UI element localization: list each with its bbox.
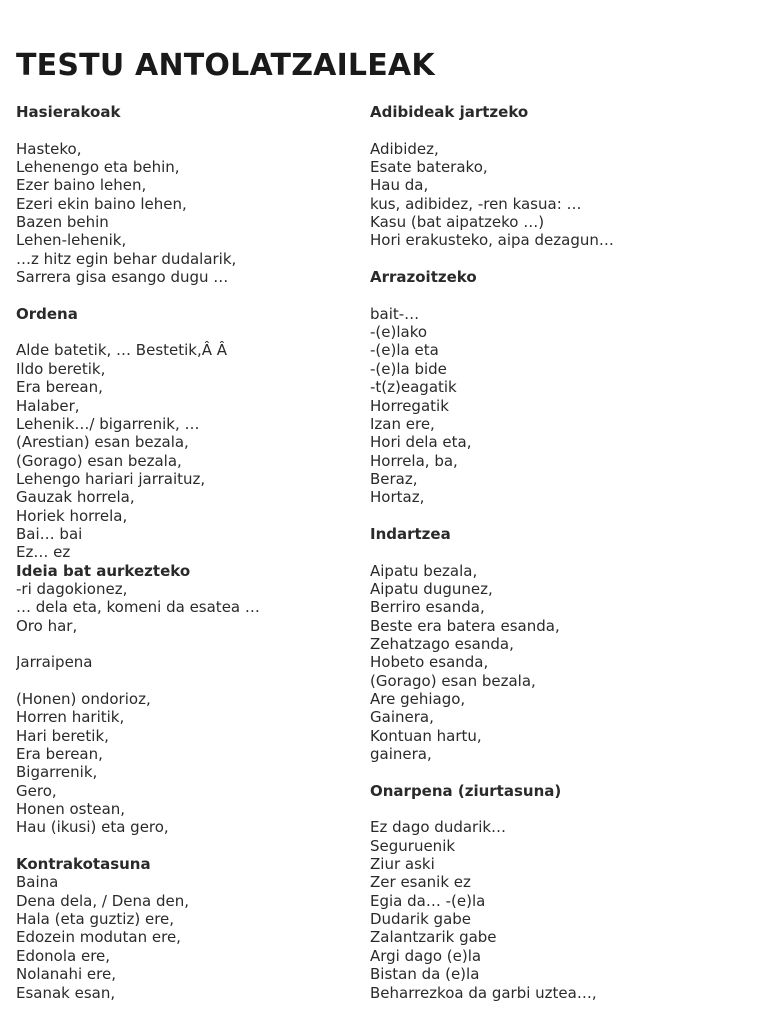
- text-line: Zalantzarik gabe: [370, 928, 497, 947]
- text-line: Honen ostean,: [16, 800, 126, 819]
- text-line: -t(z)eagatik: [370, 378, 457, 397]
- blank-line: [16, 635, 356, 653]
- text-line: Hori erakusteko, aipa dezagun…: [370, 231, 614, 250]
- text-line: … dela eta, komeni da esatea …: [16, 598, 260, 617]
- left-column: [16, 103, 356, 1002]
- text-line: Era berean,: [16, 745, 103, 764]
- text-line: (Gorago) esan bezala,: [370, 671, 536, 690]
- text-line: Hau (ikusi) eta gero,: [16, 818, 169, 837]
- text-line: Esanak esan,: [16, 983, 116, 1002]
- text-line: (Arestian) esan bezala,: [16, 433, 189, 452]
- blank-line: [370, 763, 760, 781]
- text-line: Kontuan hartu,: [370, 726, 482, 745]
- text-line: Adibidez,: [370, 139, 439, 158]
- text-line: Bai… bai: [16, 524, 83, 543]
- text-line: bait-…: [370, 304, 420, 323]
- text-line: Hari beretik,: [16, 726, 109, 745]
- text-line: Bistan da (e)la: [370, 965, 480, 984]
- text-line: Beste era batera esanda,: [370, 616, 560, 635]
- blank-line: [16, 286, 356, 304]
- text-line: Hau da,: [370, 176, 429, 195]
- text-line: …z hitz egin behar dudalarik,: [16, 249, 237, 268]
- text-line: Lehen-lehenik,: [16, 231, 127, 250]
- blank-line: [370, 250, 760, 268]
- text-line: Hori dela eta,: [370, 433, 472, 452]
- section-heading: Hasierakoak: [16, 103, 121, 121]
- text-line: Gero,: [16, 781, 57, 800]
- text-line: Zer esanik ez: [370, 873, 471, 892]
- text-line: Horregatik: [370, 396, 449, 415]
- text-line: Argi dago (e)la: [370, 946, 482, 965]
- text-line: Hala (eta guztiz) ere,: [16, 910, 175, 929]
- text-line: Izan ere,: [370, 414, 435, 433]
- text-line: (Gorago) esan bezala,: [16, 451, 182, 470]
- text-line: Beharrezkoa da garbi uztea…,: [370, 983, 597, 1002]
- blank-line: [370, 543, 760, 561]
- text-line: Jarraipena: [16, 653, 93, 672]
- text-line: -(e)lako: [370, 323, 428, 342]
- blank-line: [16, 121, 356, 139]
- text-line: Aipatu dugunez,: [370, 579, 493, 598]
- text-line: Horrela, ba,: [370, 451, 458, 470]
- text-line: -(e)la eta: [370, 341, 439, 360]
- blank-line: [370, 800, 760, 818]
- blank-line: [370, 286, 760, 304]
- text-line: gainera,: [370, 745, 432, 764]
- text-line: Edozein modutan ere,: [16, 928, 181, 947]
- section-heading: Indartzea: [370, 524, 451, 543]
- text-line: Gauzak horrela,: [16, 488, 135, 507]
- section-heading: Ideia bat aurkezteko: [16, 561, 191, 580]
- text-line: -(e)la bide: [370, 359, 447, 378]
- text-line: Ildo beretik,: [16, 359, 106, 378]
- text-line: Horiek horrela,: [16, 506, 128, 525]
- text-line: Lehenengo eta behin,: [16, 158, 180, 177]
- text-line: Nolanahi ere,: [16, 965, 116, 984]
- text-line: Esate baterako,: [370, 158, 488, 177]
- blank-line: [16, 323, 356, 341]
- text-line: Edonola ere,: [16, 946, 111, 965]
- text-line: Era berean,: [16, 378, 103, 397]
- blank-line: [16, 837, 356, 855]
- section-heading: Ordena: [16, 304, 78, 323]
- text-line: Ezer baino lehen,: [16, 176, 147, 195]
- text-line: Egia da… -(e)la: [370, 891, 486, 910]
- text-line: Ziur aski: [370, 855, 435, 874]
- text-line: -ri dagokionez,: [16, 579, 128, 598]
- text-line: Oro har,: [16, 616, 78, 635]
- section-heading: Arrazoitzeko: [370, 268, 477, 287]
- text-line: Hortaz,: [370, 488, 425, 507]
- text-line: Ez dago dudarik…: [370, 818, 507, 837]
- text-line: Alde batetik, … Bestetik,Â Â: [16, 341, 228, 360]
- text-line: Lehenik…/ bigarrenik, …: [16, 414, 200, 433]
- text-line: Horren haritik,: [16, 708, 125, 727]
- text-line: Hobeto esanda,: [370, 653, 489, 672]
- text-line: Bazen behin: [16, 213, 109, 232]
- section-heading: Adibideak jartzeko: [370, 103, 529, 121]
- text-line: Ezeri ekin baino lehen,: [16, 194, 187, 213]
- text-line: Sarrera gisa esango dugu …: [16, 268, 229, 287]
- text-line: Dudarik gabe: [370, 910, 472, 929]
- section-heading: Onarpena (ziurtasuna): [370, 781, 562, 800]
- text-line: Zehatzago esanda,: [370, 634, 514, 653]
- text-line: Lehengo hariari jarraituz,: [16, 469, 206, 488]
- text-line: Bigarrenik,: [16, 763, 98, 782]
- text-line: Kasu (bat aipatzeko …): [370, 213, 545, 232]
- text-line: (Honen) ondorioz,: [16, 690, 151, 708]
- right-column: [370, 103, 760, 1002]
- blank-line: [370, 121, 760, 139]
- page-title: TESTU ANTOLATZAILEAK: [16, 48, 435, 83]
- text-line: Are gehiago,: [370, 690, 466, 708]
- text-line: Ez… ez: [16, 543, 71, 562]
- text-line: Hasteko,: [16, 139, 82, 158]
- text-line: Gainera,: [370, 708, 434, 727]
- text-line: Baina: [16, 873, 59, 892]
- text-line: kus, adibidez, -ren kasua: …: [370, 194, 582, 213]
- text-line: Berriro esanda,: [370, 598, 485, 617]
- text-line: Halaber,: [16, 396, 80, 415]
- text-line: Aipatu bezala,: [370, 561, 478, 580]
- blank-line: [370, 507, 760, 525]
- section-heading: Kontrakotasuna: [16, 855, 151, 874]
- text-line: Beraz,: [370, 469, 418, 488]
- text-line: Dena dela, / Dena den,: [16, 891, 189, 910]
- text-line: Seguruenik: [370, 836, 456, 855]
- blank-line: [16, 672, 356, 690]
